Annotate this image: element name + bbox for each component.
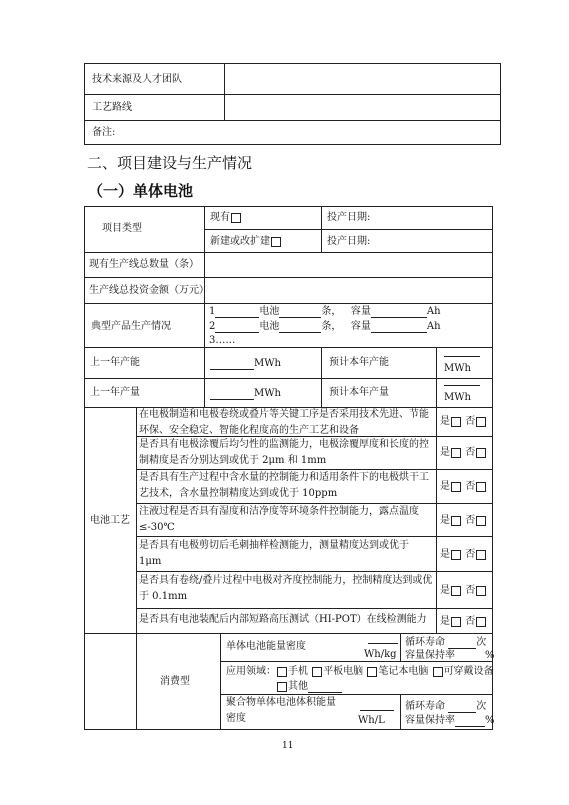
typical-index: 1 — [209, 306, 216, 317]
tech-source-label: 技术来源及人才团队 — [92, 74, 182, 85]
no-checkbox[interactable] — [476, 516, 486, 526]
polymer-density-label: 聚合物单体电池体积能量密度 — [226, 697, 336, 724]
typical-index: 2 — [209, 321, 216, 332]
cycle-life-1 — [405, 636, 486, 649]
unit-text: MWh — [254, 388, 281, 399]
wearable-checkbox[interactable] — [433, 667, 443, 677]
app-other-row — [276, 680, 342, 693]
polymer-density-field[interactable] — [360, 710, 394, 711]
app-option-phone: 手机 — [288, 666, 308, 677]
yes-checkbox[interactable] — [451, 516, 461, 526]
last-output-label: 上一年产量 — [90, 387, 140, 398]
remarks-label: 备注: — [92, 127, 116, 138]
yes-no-choice[interactable] — [440, 415, 487, 428]
capacity-retention-field[interactable] — [455, 715, 485, 727]
new-option[interactable] — [210, 235, 282, 248]
production-lines-label: 现有生产线总数量（条） — [89, 259, 199, 270]
yes-label: 是 — [440, 549, 450, 560]
consumer-label: 消费型 — [160, 676, 190, 687]
yes-label: 是 — [440, 515, 450, 526]
yes-no-choice[interactable] — [440, 584, 487, 597]
app-option-wearable: 可穿戴设备 — [443, 666, 494, 677]
cycle-unit: 次 — [476, 701, 487, 712]
cycle-life-field[interactable] — [448, 637, 476, 649]
no-checkbox[interactable] — [476, 448, 486, 458]
subsection-title: （一）单体电池 — [88, 182, 194, 200]
battery-text: 电池 — [259, 321, 280, 332]
app-option-laptop: 笔记本电脑 — [378, 666, 429, 677]
app-field-label: 应用领域： — [226, 666, 276, 677]
yes-no-choice[interactable] — [440, 446, 487, 459]
capacity-retention-label: 容量保持率 — [405, 650, 455, 661]
yes-label: 是 — [440, 416, 450, 427]
unit-text: Ah — [426, 321, 441, 332]
capacity-field[interactable] — [371, 306, 427, 318]
capacity-text: 容量 — [350, 306, 371, 317]
no-label: 否 — [465, 515, 476, 526]
last-output-field[interactable] — [210, 388, 254, 400]
capacity-retention-1 — [405, 649, 495, 662]
capacity-retention-label: 容量保持率 — [405, 715, 455, 726]
yes-no-choice[interactable] — [440, 514, 487, 527]
battery-type-field[interactable] — [215, 306, 259, 318]
process-item-2: 是否具有电极涂覆后均匀性的监测能力，电极涂覆厚度和长度的控制精度是否分别达到或优于 2μm 和 1mm — [139, 439, 429, 466]
no-checkbox[interactable] — [476, 417, 486, 427]
phone-checkbox[interactable] — [277, 667, 287, 677]
yes-checkbox[interactable] — [451, 550, 461, 560]
no-label: 否 — [465, 447, 476, 458]
capacity-field[interactable] — [371, 321, 427, 333]
yes-checkbox[interactable] — [451, 586, 461, 596]
battery-type-field[interactable] — [215, 321, 259, 333]
last-capacity-value — [210, 357, 281, 370]
other-checkbox[interactable] — [277, 682, 287, 692]
last-capacity-label: 上一年产能 — [90, 357, 140, 368]
other-field[interactable] — [308, 681, 342, 693]
app-option-tablet: 平板电脑 — [323, 666, 364, 677]
process-route-label: 工艺路线 — [92, 102, 132, 113]
percent-sign: % — [485, 650, 495, 661]
app-field-row — [226, 665, 494, 678]
no-checkbox[interactable] — [476, 550, 486, 560]
section-title: 二、项目建设与生产情况 — [87, 154, 253, 172]
energy-density-field[interactable] — [368, 643, 398, 644]
cycle-life-label: 循环寿命 — [405, 701, 445, 712]
yes-no-choice[interactable] — [440, 480, 487, 493]
typical-more: 3…… — [209, 335, 236, 346]
yes-checkbox[interactable] — [451, 448, 461, 458]
new-checkbox[interactable] — [271, 237, 281, 247]
no-label: 否 — [465, 416, 476, 427]
yes-label: 是 — [440, 585, 450, 596]
process-item-3: 是否具有生产过程中含水量的控制能力和适用条件下的电极烘干工艺技术，含水量控制精度达到或优于 10ppm — [139, 472, 429, 499]
cycle-life-field[interactable] — [448, 701, 476, 713]
capacity-retention-2 — [405, 714, 495, 727]
last-capacity-field[interactable] — [210, 358, 254, 370]
lines-text: 条， — [321, 321, 342, 332]
lines-text: 条， — [321, 306, 342, 317]
energy-density-label: 单体电池能量密度 — [226, 641, 306, 652]
existing-checkbox[interactable] — [231, 213, 241, 223]
est-output-unit: MWh — [444, 392, 471, 403]
est-capacity-field[interactable] — [444, 356, 480, 357]
battery-text: 电池 — [259, 306, 280, 317]
process-item-4: 注液过程是否具有湿度和洁净度等环境条件控制能力，露点温度≤-30℃ — [139, 506, 419, 533]
yes-label: 是 — [440, 481, 450, 492]
typical-row-1 — [209, 305, 441, 318]
unit-text: Ah — [426, 306, 441, 317]
yes-no-choice[interactable] — [440, 615, 487, 628]
no-label: 否 — [465, 616, 476, 627]
process-item-6: 是否具有卷绕/叠片过程中电极对齐度控制能力，控制精度达到或优于 0.1mm — [139, 575, 433, 602]
no-checkbox[interactable] — [476, 586, 486, 596]
est-capacity-label: 预计本年产能 — [329, 357, 389, 368]
cycle-life-2 — [405, 700, 486, 713]
cycle-life-label: 循环寿命 — [405, 637, 445, 648]
existing-option-label: 现有 — [210, 212, 230, 223]
capacity-retention-field[interactable] — [455, 650, 485, 662]
yes-label: 是 — [440, 447, 450, 458]
app-option-other: 其他 — [288, 681, 308, 692]
no-checkbox[interactable] — [476, 617, 486, 627]
no-label: 否 — [465, 481, 476, 492]
process-item-5: 是否具有电极剪切后毛刺抽样检测能力，测量精度达到或优于 1μm — [139, 540, 409, 567]
process-item-7: 是否具有电池装配后内部短路高压测试（HI-POT）在线检测能力 — [139, 614, 427, 625]
yes-checkbox[interactable] — [451, 617, 461, 627]
production-date-label-1: 投产日期: — [327, 212, 371, 223]
project-type-label: 项目类型 — [102, 223, 142, 234]
typical-product-label: 典型产品生产情况 — [91, 321, 171, 332]
last-output-value — [210, 387, 281, 400]
no-label: 否 — [465, 549, 476, 560]
capacity-text: 容量 — [350, 321, 371, 332]
yes-no-choice[interactable] — [440, 548, 487, 561]
existing-option[interactable] — [210, 211, 242, 224]
unit-text: MWh — [254, 358, 281, 369]
tablet-checkbox[interactable] — [312, 667, 322, 677]
new-option-label: 新建或改扩建 — [210, 236, 270, 247]
yes-checkbox[interactable] — [451, 482, 461, 492]
process-label: 电池工艺 — [90, 515, 130, 526]
yes-checkbox[interactable] — [451, 417, 461, 427]
process-item-1: 在电极制造和电极卷绕或叠片等关键工序是否采用技术先进、节能环保、安全稳定、智能化程度高的生产工艺和设备 — [139, 409, 429, 436]
no-label: 否 — [465, 585, 476, 596]
cycle-unit: 次 — [476, 637, 487, 648]
typical-row-2 — [209, 320, 441, 333]
est-capacity-unit: MWh — [444, 363, 471, 374]
percent-sign: % — [485, 715, 495, 726]
lines-field[interactable] — [279, 321, 321, 333]
yes-label: 是 — [440, 616, 450, 627]
page-number: 11 — [282, 741, 294, 751]
production-date-label-2: 投产日期: — [327, 236, 371, 247]
est-output-field[interactable] — [444, 385, 480, 386]
laptop-checkbox[interactable] — [367, 667, 377, 677]
est-output-label: 预计本年产量 — [329, 387, 389, 398]
investment-label: 生产线总投资金额（万元） — [89, 285, 209, 296]
polymer-density-unit: Wh/L — [358, 715, 385, 726]
lines-field[interactable] — [279, 306, 321, 318]
no-checkbox[interactable] — [476, 482, 486, 492]
energy-density-unit: Wh/kg — [364, 649, 397, 660]
